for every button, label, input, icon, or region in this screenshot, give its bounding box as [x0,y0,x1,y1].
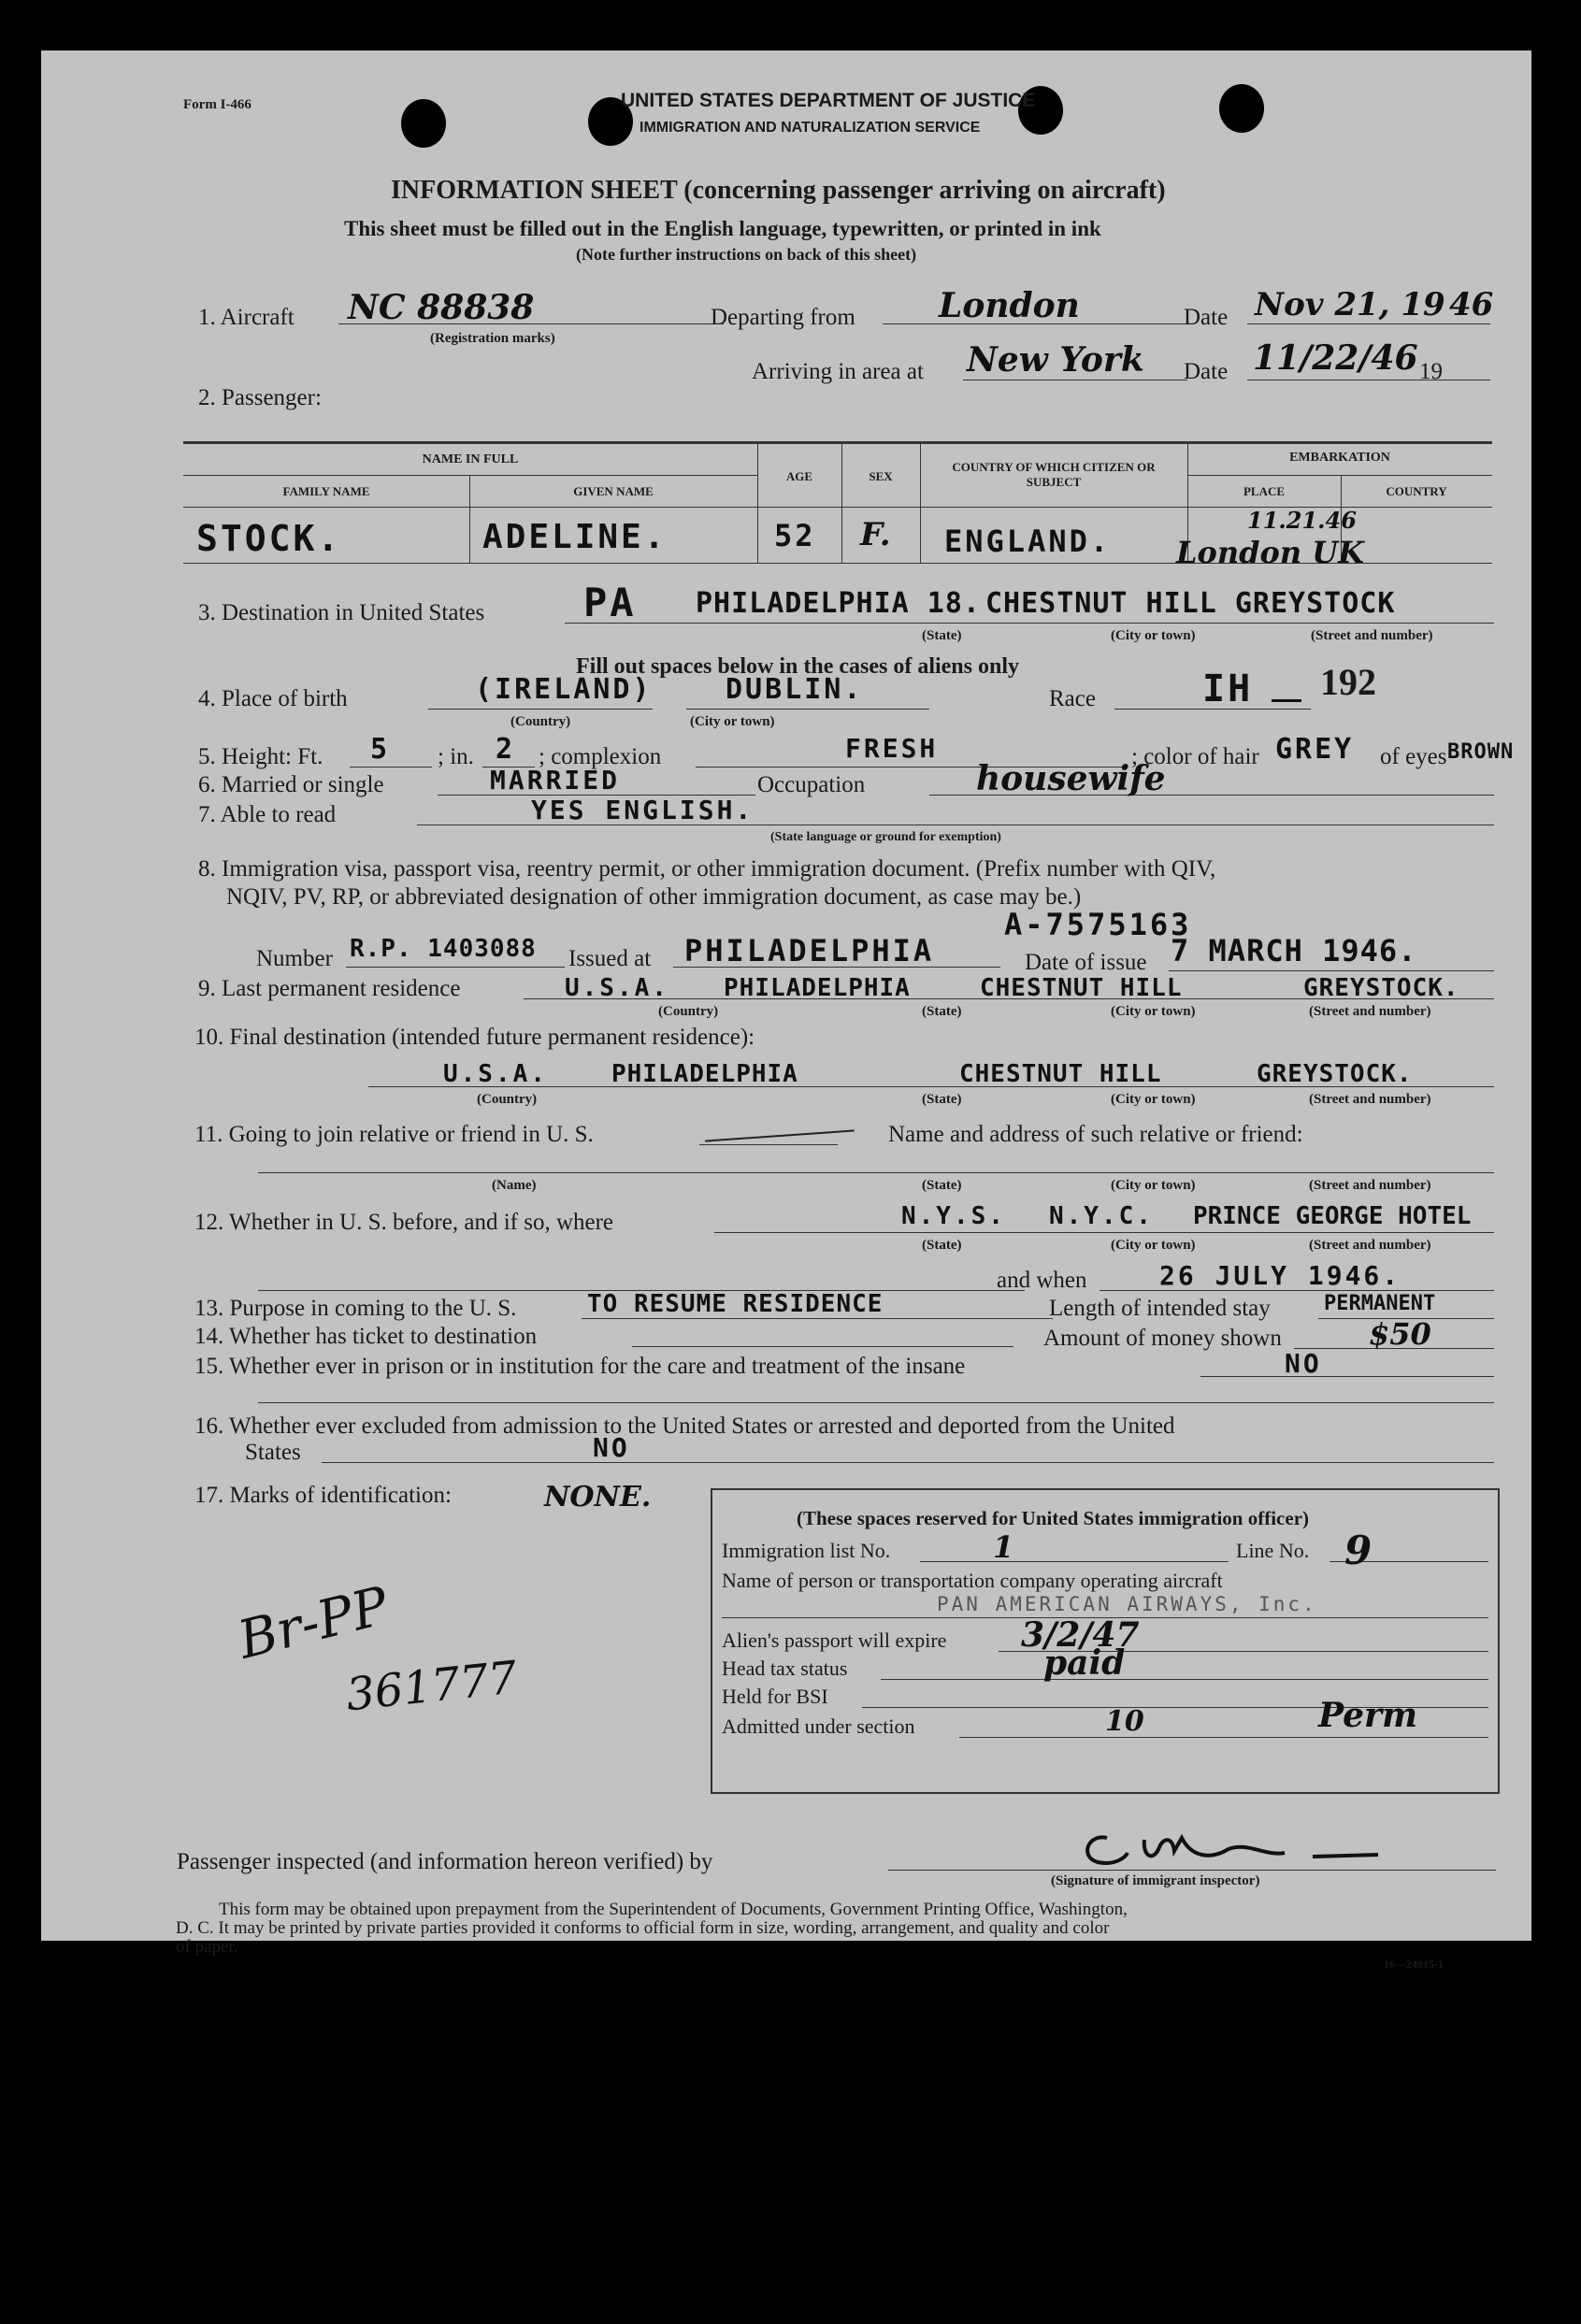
officer-box [711,1488,1500,1794]
q17-marks-label: 17. Marks of identification: [194,1483,452,1508]
cap-state: (State) [922,1238,962,1253]
eyes-value[interactable]: BROWN [1447,740,1515,764]
stay-label: Length of intended stay [1049,1296,1271,1321]
issue-date-label: Date of issue [1025,950,1147,975]
form-sheet [41,50,1531,1971]
q6-married-label: 6. Married or single [198,772,384,797]
sex-value[interactable]: F. [860,516,891,553]
destination-street[interactable]: CHESTNUT HILL GREYSTOCK [985,587,1396,620]
q15-prison-label: 15. Whether ever in prison or in institution for the care and treatment of the insane [194,1354,966,1379]
inspector-signature[interactable] [1070,1819,1406,1875]
departing-date[interactable]: Nov 21, 19 [1255,286,1445,323]
number-label: Number [256,946,333,971]
cap-state: (State) [922,1178,962,1193]
cap-city: (City or town) [690,714,775,729]
service-name: IMMIGRATION AND NATURALIZATION SERVICE [640,120,981,136]
th-country: COUNTRY [1386,484,1447,498]
operator-value[interactable]: PAN AMERICAN AIRWAYS, Inc. [937,1593,1317,1615]
footer-code: 16—24915-1 [1384,1958,1444,1971]
eyes-label: of eyes [1380,744,1447,769]
th-embarkation: EMBARKATION [1289,451,1390,465]
complexion-value[interactable]: FRESH [845,733,939,764]
instructions-note: (Note further instructions on back of this sheet) [576,245,917,264]
occupation-label: Occupation [757,772,866,797]
citizen-value[interactable]: ENGLAND. [944,524,1112,559]
q16-excluded-label-1: 16. Whether ever excluded from admission to the United States or arrested and deported from the United [194,1413,1175,1439]
prison-value[interactable]: NO [1285,1348,1322,1379]
birth-country[interactable]: (IRELAND) [475,673,653,706]
th-name-in-full: NAME IN FULL [422,452,519,466]
arrival-date[interactable]: 11/22/46 [1253,338,1418,378]
read-value[interactable]: YES ENGLISH. [531,795,755,825]
q12-before-label: 12. Whether in U. S. before, and if so, where [194,1210,614,1235]
list-label: Immigration list No. [722,1539,891,1562]
married-value[interactable]: MARRIED [490,765,621,796]
arrival-date-label: Date [1184,359,1229,384]
form-title-paren: (concerning passenger arriving on aircraft) [683,176,1166,205]
q11-relative-label: Name and address of such relative or friend: [888,1122,1303,1147]
arrival-date-suffix: 19 [1419,359,1443,384]
when-value[interactable]: 26 JULY 1946. [1159,1260,1401,1291]
th-age: AGE [785,469,813,483]
stay-value[interactable]: PERMANENT [1324,1292,1436,1315]
annotation-br-pp: Br-PP [232,1575,395,1671]
occupation-value[interactable]: housewife [976,759,1166,798]
cap-country: (Country) [510,714,571,729]
q1-aircraft-label: 1. Aircraft [198,305,295,330]
cap-city: (City or town) [1111,628,1196,643]
q5-height-label: 5. Height: Ft. [198,744,323,769]
residence-street[interactable]: GREYSTOCK. [1303,974,1459,1002]
read-caption: (State language or ground for exemption) [770,830,1001,844]
embarkation-date[interactable]: 11.21.46 [1247,507,1357,534]
destination-city[interactable]: PHILADELPHIA 18. [696,587,981,620]
residence-country[interactable]: U.S.A. [565,974,669,1002]
cap-city: (City or town) [1111,1178,1196,1193]
document-number[interactable]: R.P. 1403088 [350,935,537,963]
cap-street: (Street and number) [1309,1092,1431,1107]
headtax-label: Head tax status [722,1657,848,1680]
aliens-only-header: Fill out spaces below in the cases of aliens only [576,654,1020,679]
operator-label: Name of person or transportation company operating aircraft [722,1569,1223,1592]
issued-label: Issued at [568,946,652,971]
cap-state: (State) [922,1004,962,1019]
age-value[interactable]: 52 [774,518,816,553]
cap-street: (Street and number) [1309,1004,1431,1019]
hair-value[interactable]: GREY [1275,733,1355,766]
passport-value[interactable]: 3/2/47 [1021,1615,1140,1655]
cap-name: (Name) [492,1178,537,1193]
race-label: Race [1049,686,1096,711]
punch-hole [401,99,446,148]
cap-country: (Country) [477,1092,538,1107]
final-country[interactable]: U.S.A. [443,1060,548,1088]
q11-join-label: 11. Going to join relative or friend in U. S. [194,1122,594,1147]
form-title [391,176,1166,206]
cap-street: (Street and number) [1311,628,1433,643]
excluded-value[interactable]: NO [593,1432,630,1463]
alien-registration-number[interactable]: A-7575163 [1004,907,1192,942]
signature-caption: (Signature of immigrant inspector) [1051,1873,1260,1888]
embarkation-place[interactable]: London UK [1176,535,1364,570]
race-stamp: 192 [1320,661,1376,703]
dash-mark [705,1129,855,1141]
aircraft-registration[interactable]: NC 88838 [348,288,535,327]
q10-final-label: 10. Final destination (intended future permanent residence): [194,1025,755,1050]
th-place: PLACE [1243,484,1286,498]
admitted-value[interactable]: 10 [1105,1705,1144,1738]
th-family-name: FAMILY NAME [282,484,370,498]
q16-excluded-label-2: States [245,1440,301,1465]
footer-text-3: of paper. [176,1937,238,1957]
issued-at[interactable]: PHILADELPHIA [684,933,935,968]
registration-caption: (Registration marks) [430,331,555,346]
instructions-line: This sheet must be filled out in the English language, typewritten, or printed in ink [344,217,1101,240]
footer-text-1: This form may be obtained upon prepayment from the Superintendent of Documents, Government Printing Office, Washington, [219,1900,1128,1919]
cap-state: (State) [922,628,962,643]
department-name: UNITED STATES DEPARTMENT OF JUSTICE [621,90,1036,111]
family-name-value[interactable]: STOCK. [196,518,342,559]
before-state[interactable]: N.Y.S. [901,1202,1006,1230]
residence-city[interactable]: CHESTNUT HILL [980,974,1183,1002]
q3-destination-label: 3. Destination in United States [198,600,485,625]
officer-box-header: (These spaces reserved for United States immigration officer) [797,1507,1310,1529]
footer-text-2: D. C. It may be printed by private parties provided it conforms to official form in size, wording, arrangement, and quality and color [176,1918,1110,1938]
q7-read-label: 7. Able to read [198,802,337,827]
line-label: Line No. [1236,1539,1310,1562]
cap-city: (City or town) [1111,1238,1196,1253]
cap-city: (City or town) [1111,1004,1196,1019]
dash-mark [1272,699,1301,702]
hair-label: ; color of hair [1131,744,1259,769]
arriving-label: Arriving in area at [752,359,924,384]
inspection-label: Passenger inspected (and information hereon verified) by [177,1849,713,1874]
q13-purpose-label: 13. Purpose in coming to the U. S. [194,1296,517,1321]
cap-city: (City or town) [1111,1092,1196,1107]
q2-passenger-label: 2. Passenger: [198,385,322,410]
complexion-label: ; complexion [539,744,662,769]
q9-residence-label: 9. Last permanent residence [198,976,461,1001]
when-label: and when [997,1268,1087,1293]
before-street[interactable]: PRINCE GEORGE HOTEL [1193,1202,1472,1230]
cap-street: (Street and number) [1309,1178,1431,1193]
departing-value[interactable]: London [939,286,1080,325]
final-street[interactable]: GREYSTOCK. [1257,1060,1413,1088]
height-ft[interactable]: 5 [370,733,391,766]
bsi-label: Held for BSI [722,1685,828,1708]
cap-street: (Street and number) [1309,1238,1431,1253]
residence-state[interactable]: PHILADELPHIA [724,974,911,1002]
q4-birthplace-label: 4. Place of birth [198,686,348,711]
th-given-name: GIVEN NAME [573,484,654,498]
q8-visa-label-1: 8. Immigration visa, passport visa, reentry permit, or other immigration document. (Prefix number with QIV, [198,856,1216,882]
line-value[interactable]: 9 [1344,1528,1373,1573]
list-value[interactable]: 1 [993,1529,1014,1565]
in-label: ; in. [438,744,474,769]
height-in[interactable]: 2 [496,733,516,766]
cap-state: (State) [922,1092,962,1107]
departing-date-year[interactable]: 46 [1449,286,1494,323]
form-title-main: INFORMATION SHEET [391,176,678,205]
annotation-number: 361777 [343,1651,520,1722]
marks-value[interactable]: NONE. [544,1481,652,1513]
admitted-label: Admitted under section [722,1714,915,1738]
signature-stroke [1070,1819,1406,1875]
date-label: Date [1184,305,1229,330]
punch-hole [1219,84,1264,133]
before-city[interactable]: N.Y.C. [1049,1202,1154,1230]
arriving-value[interactable]: New York [967,340,1144,380]
given-name-value[interactable]: ADELINE. [482,518,668,556]
final-city[interactable]: CHESTNUT HILL [959,1060,1162,1088]
cap-country: (Country) [658,1004,719,1019]
purpose-value[interactable]: TO RESUME RESIDENCE [587,1290,884,1318]
admitted-note[interactable]: Perm [1318,1696,1418,1735]
money-label: Amount of money shown [1043,1326,1282,1351]
final-state[interactable]: PHILADELPHIA [611,1060,798,1088]
th-country-citizen: COUNTRY OF WHICH CITIZEN OR SUBJECT [952,460,1156,489]
race-value[interactable]: IH [1202,667,1254,710]
birth-city[interactable]: DUBLIN. [726,673,864,706]
departing-label: Departing from [711,305,855,330]
form-number: Form I-466 [183,97,252,112]
money-value[interactable]: $50 [1369,1316,1431,1352]
destination-state[interactable]: PA [583,580,637,625]
headtax-value[interactable]: paid [1043,1643,1126,1683]
passport-label: Alien's passport will expire [722,1628,947,1652]
q14-ticket-label: 14. Whether has ticket to destination [194,1324,538,1349]
q8-visa-label-2: NQIV, PV, RP, or abbreviated designation of other immigration document, as case may be.) [226,884,1082,910]
issue-date[interactable]: 7 MARCH 1946. [1171,933,1417,968]
th-sex: SEX [869,469,893,483]
